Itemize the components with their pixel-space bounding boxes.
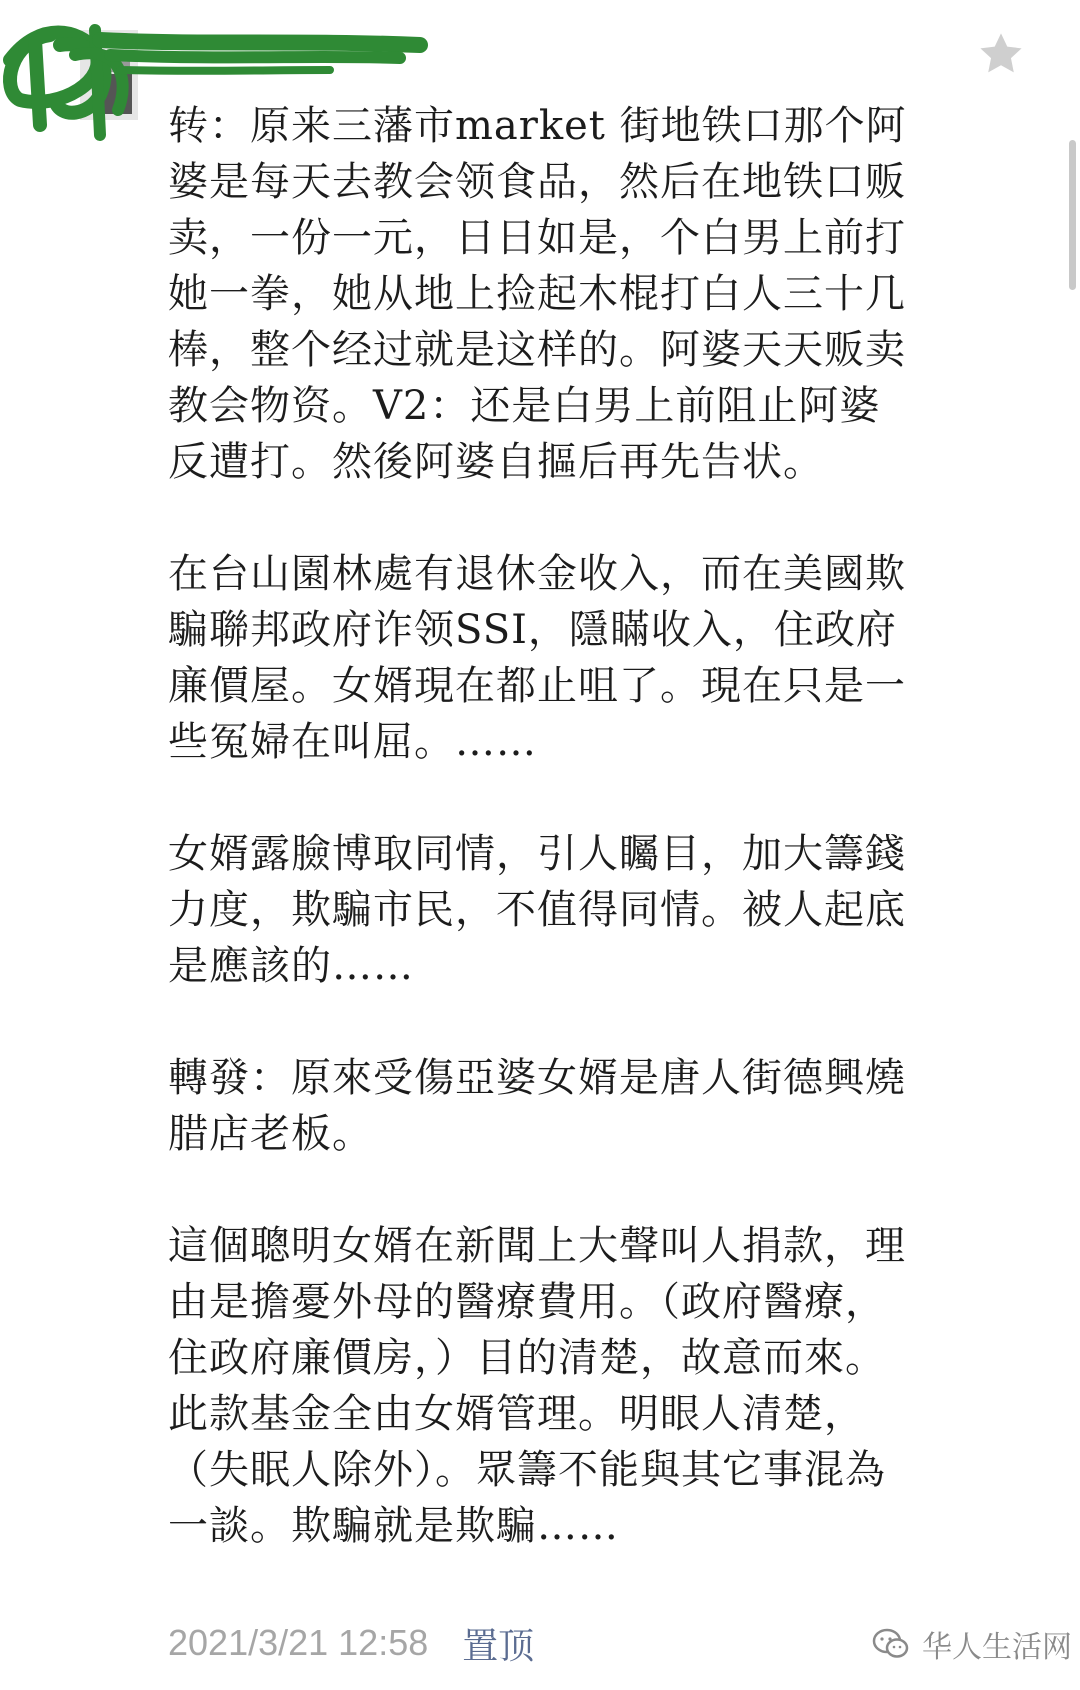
- watermark-text: 华人生活网: [922, 1631, 1072, 1664]
- post-timestamp: 2021/3/21 12:58: [168, 1622, 429, 1663]
- post-body: [168, 98, 913, 1610]
- post-paragraph: 這個聰明女婿在新聞上大聲叫人捐款，理由是擔憂外母的醫療費用。（政府醫療，住政府廉價房，）目的清楚，故意而來。此款基金全由女婿管理。明眼人清楚，（失眠人除外）。眾籌不能與其它事混為一談。欺騙就是欺騙……: [168, 1223, 906, 1549]
- pin-button[interactable]: 置顶: [462, 1624, 535, 1666]
- post-paragraph: 转：原来三藩市market 街地铁口那个阿婆是每天去教会领食品，然后在地铁口贩卖，一份一元，日日如是，个白男上前打她一拳，她从地上捡起木棍打白人三十几棒，整个经过就是这样的。阿婆天天贩卖教会物资。V2：还是白男上前阻止阿婆反遭打。然後阿婆自摳后再先告状。: [168, 103, 907, 485]
- post-paragraph: 女婿露臉博取同情，引人矚目，加大籌錢力度，欺騙市民，不值得同情。被人起底是應該的……: [168, 831, 906, 989]
- wechat-icon: [872, 1627, 910, 1661]
- post-meta: [168, 1618, 534, 1668]
- post-paragraph: 轉發：原來受傷亞婆女婿是唐人街德興燒腊店老板。: [168, 1055, 906, 1157]
- watermark: [872, 1622, 1072, 1666]
- post-paragraph: 在台山園林處有退休金收入，而在美國欺騙聯邦政府诈领SSI，隱瞞收入，住政府廉價屋。女婿現在都止咀了。現在只是一些冤婦在叫屈。……: [168, 551, 906, 765]
- scrollbar[interactable]: [1069, 140, 1076, 290]
- star-icon[interactable]: [975, 28, 1027, 80]
